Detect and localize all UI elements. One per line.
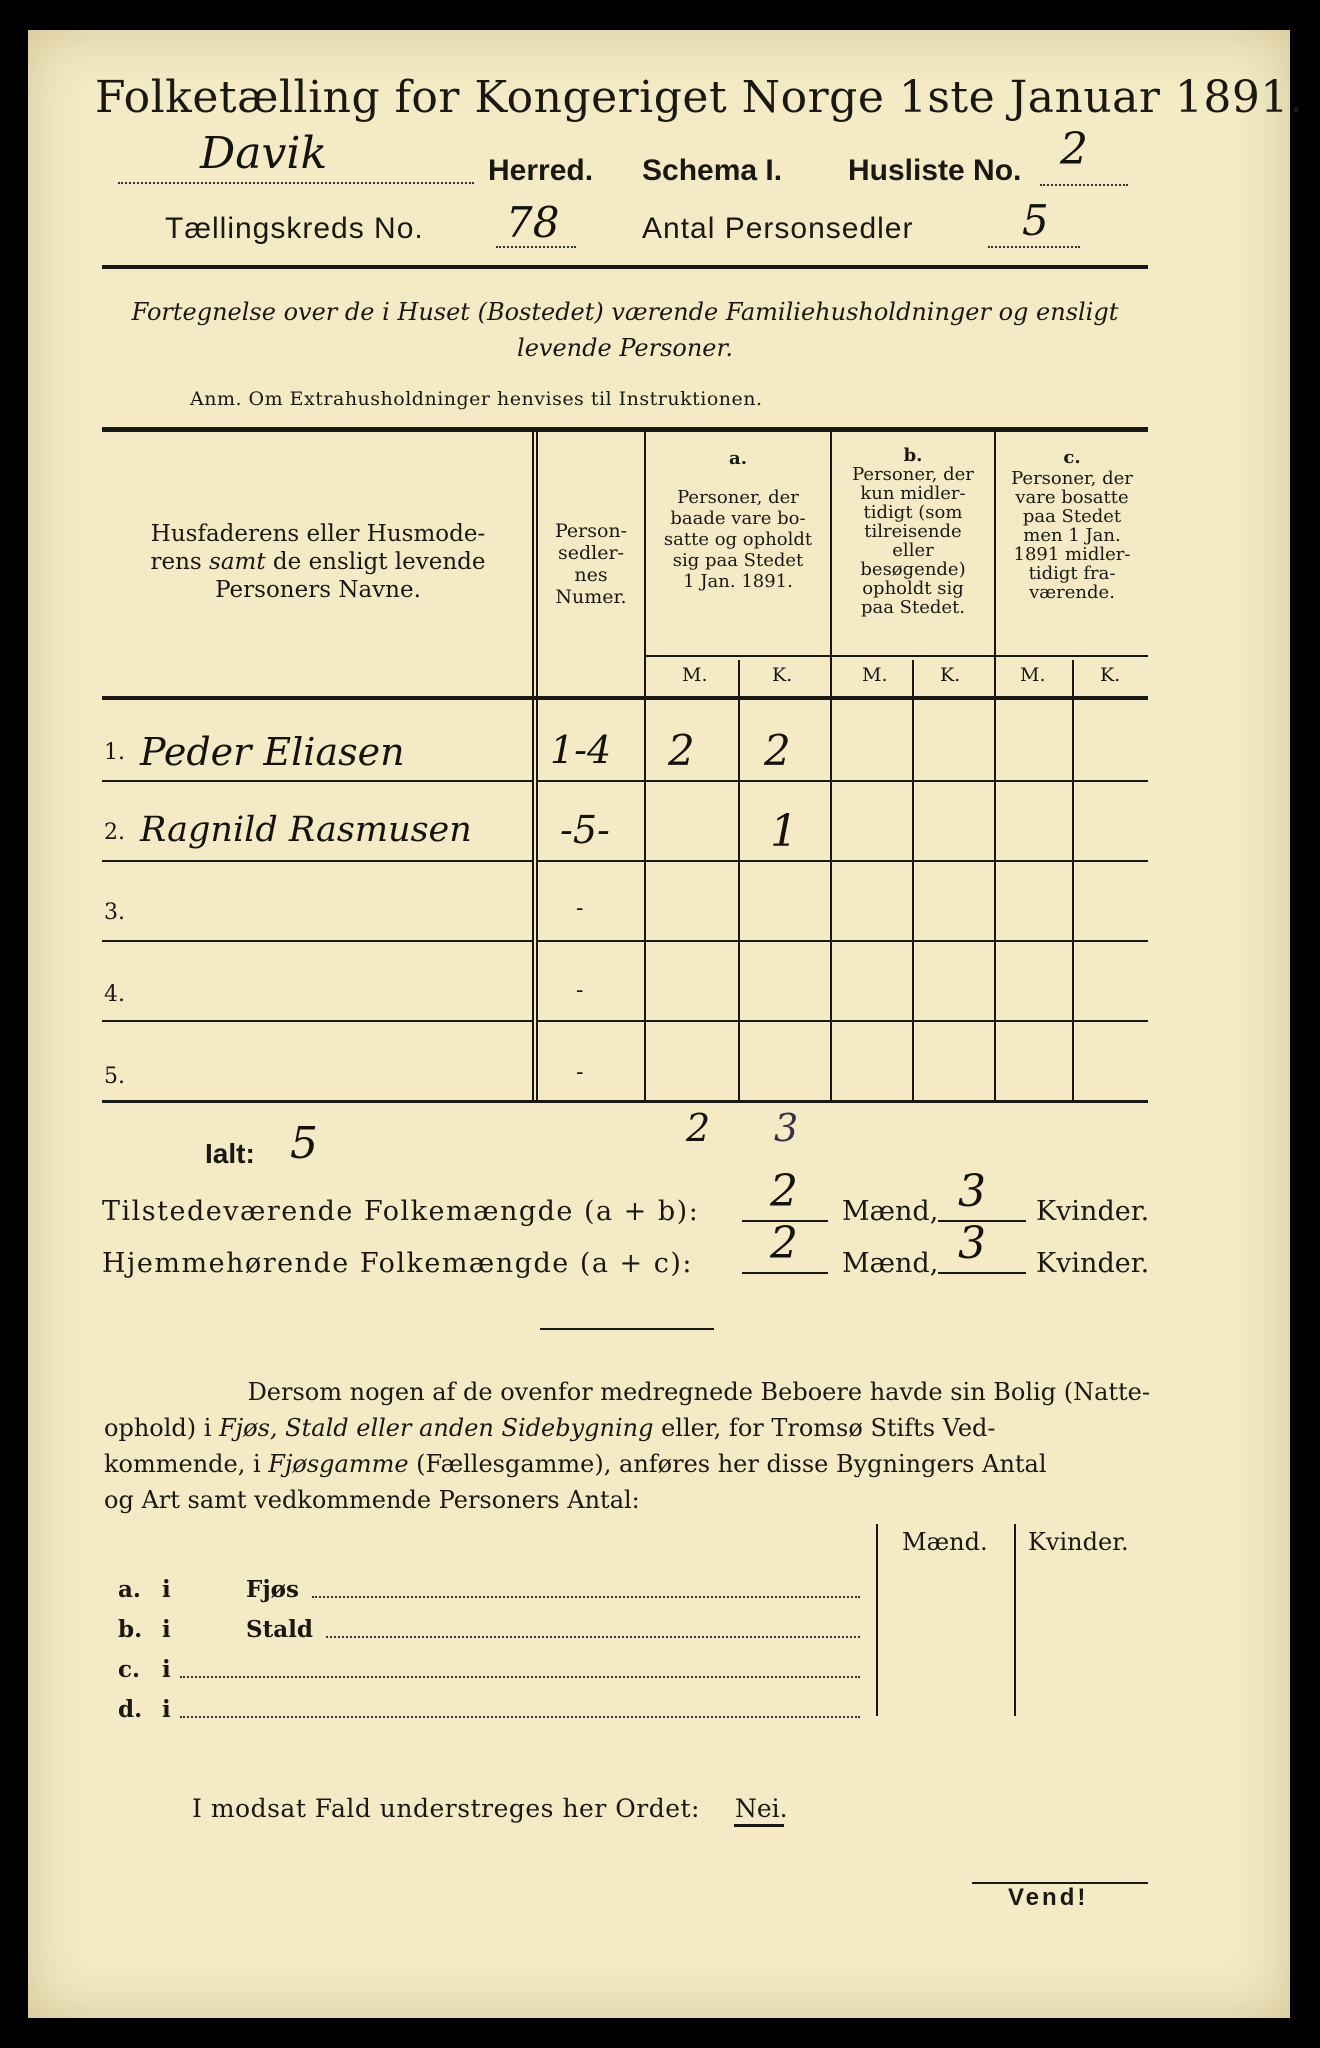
header-names	[108, 520, 528, 604]
title-rule	[102, 265, 1148, 269]
bolig-line-2	[104, 1410, 1150, 1446]
ialt-label: Ialt:	[205, 1138, 255, 1169]
herred-value: Davik	[200, 128, 328, 179]
bolig-item-b-label: Stald	[246, 1616, 313, 1643]
bolig-line-4: og Art samt vedkommende Personers Antal:	[104, 1486, 640, 1514]
header-col-c-line: Personer, der	[1011, 468, 1133, 489]
sum-m-pencil: 2	[686, 1106, 711, 1150]
table-top-rule	[102, 427, 1148, 432]
hjemme-kvinder-label: Kvinder.	[1036, 1248, 1150, 1279]
header-col-b	[832, 446, 994, 617]
header-col-a	[646, 448, 830, 592]
row-rule-1r	[536, 780, 1148, 782]
census-form-page	[28, 30, 1290, 2018]
row-1-number: 1.	[104, 740, 125, 765]
header-col-a-line: Personer, der	[677, 487, 799, 508]
bolig-item-d-letter: d.	[118, 1696, 143, 1723]
row-1-sedler-number: 1-4	[550, 728, 612, 772]
row-2-number: 2.	[104, 820, 125, 845]
header-names-line-3: Personers Navne.	[215, 577, 421, 603]
bolig-col-divider-1	[876, 1524, 878, 1716]
header-col-b-line: tilreisende	[864, 521, 962, 542]
bolig-item-a-letter: a.	[118, 1576, 141, 1603]
antal-label: Antal Personsedler	[642, 212, 914, 245]
husliste-value: 2	[1060, 124, 1088, 175]
bolig-paragraph	[104, 1374, 1150, 1518]
vend-label: Vend!	[1008, 1884, 1089, 1911]
bolig-item-a-dots	[312, 1594, 860, 1598]
section-divider	[540, 1328, 714, 1330]
row-5-sedler-number: -	[576, 1060, 584, 1085]
row-rule-3	[102, 940, 532, 942]
row-rule-2r	[536, 860, 1148, 862]
header-col-a-letter: a.	[729, 448, 747, 469]
bolig-item-c-letter: c.	[118, 1656, 141, 1683]
header-number-line: Numer.	[555, 586, 627, 608]
kreds-label: Tællingskreds No.	[165, 212, 424, 245]
header-names-line-2c: de ensligt levende	[265, 549, 486, 575]
bolig-item-c-dots	[180, 1674, 860, 1678]
bolig-maend-header: Mænd.	[902, 1528, 988, 1556]
row-4-sedler-number: -	[576, 978, 584, 1003]
row-1-a-k: 2	[764, 726, 791, 775]
bolig-item-d-i: i	[162, 1696, 171, 1723]
header-col-c-line: 1891 midler-	[1013, 544, 1131, 565]
table-header-rule	[102, 696, 1148, 700]
col-c-k-label: K.	[1100, 664, 1121, 686]
col-a-mk-divider	[738, 660, 740, 1100]
bolig-item-d-dots	[180, 1714, 860, 1718]
hjemme-k-value: 3	[958, 1218, 986, 1269]
header-col-b-line: paa Stedet.	[860, 597, 966, 618]
bolig-col-divider-2	[1014, 1524, 1016, 1716]
col-a-m-label: M.	[682, 664, 708, 686]
row-rule-4	[102, 1020, 532, 1022]
col-b-m-label: M.	[862, 664, 888, 686]
header-col-c-line: vare bosatte	[1015, 487, 1129, 508]
bolig-kvinder-header: Kvinder.	[1028, 1528, 1129, 1556]
header-col-b-line: kun midler-	[860, 483, 966, 504]
bolig-item-a-i: i	[162, 1576, 171, 1603]
header-number-line: sedler-	[558, 542, 624, 564]
row-1-a-m: 2	[668, 726, 695, 775]
header-col-b-line: tidigt (som	[863, 502, 963, 523]
row-rule-2	[102, 860, 532, 862]
kreds-value: 78	[506, 198, 560, 247]
hjemme-m-value: 2	[770, 1218, 798, 1269]
header-col-c-line: tidigt fra-	[1028, 563, 1116, 584]
intro-line-1: Fortegnelse over de i Huset (Bostedet) værende Familiehusholdninger og ensligt	[131, 298, 1119, 326]
row-4-number: 4.	[104, 982, 125, 1007]
col-a-k-label: K.	[772, 664, 793, 686]
bolig-line-2c: eller, for Tromsø Stifts Ved-	[653, 1414, 996, 1442]
bolig-line-1: Dersom nogen af de ovenfor medregnede Beboere havde sin Bolig (Natte-	[247, 1378, 1150, 1406]
hjemme-k-line	[938, 1272, 1026, 1274]
bolig-line-3c: (Fællesgamme), anføres her disse Bygningers Antal	[408, 1450, 1047, 1478]
hjemme-m-line	[742, 1272, 828, 1274]
header-col-c-letter: c.	[1063, 447, 1081, 468]
header-col-c-line: paa Stedet	[1022, 506, 1122, 527]
header-number-line: nes	[574, 564, 608, 586]
husliste-label: Husliste No.	[848, 154, 1022, 187]
form-title: Folketælling for Kongeriget Norge 1ste Januar 1891.	[95, 72, 1304, 123]
row-3-number: 3.	[104, 900, 125, 925]
bolig-line-2a: ophold) i	[104, 1414, 220, 1442]
header-col-b-line: Personer, der	[852, 464, 974, 485]
tilstede-label: Tilstedeværende Folkemængde (a + b):	[102, 1196, 700, 1227]
header-col-a-line: 1 Jan. 1891.	[683, 571, 793, 592]
nei-underline	[734, 1824, 784, 1827]
row-5-number: 5.	[104, 1064, 125, 1089]
col-c-m-label: M.	[1020, 664, 1046, 686]
row-2-name: Ragnild Rasmusen	[140, 810, 472, 850]
bolig-line-2b: Fjøs, Stald eller anden Sidebygning	[219, 1414, 654, 1442]
schema-label: Schema I.	[642, 154, 783, 187]
header-col-b-line: eller	[892, 540, 934, 561]
header-col-b-letter: b.	[903, 445, 923, 466]
tilstede-maend-label: Mænd,	[842, 1196, 939, 1227]
bolig-line-3a: kommende, i	[104, 1450, 269, 1478]
header-col-a-line: sig paa Stedet	[672, 550, 804, 571]
sum-k-pencil: 3	[774, 1106, 799, 1150]
header-col-a-line: baade vare bo-	[670, 508, 806, 529]
row-1-name: Peder Eliasen	[140, 730, 405, 774]
bolig-line-3b: Fjøsgamme	[268, 1450, 409, 1478]
table-bottom-rule	[102, 1100, 1148, 1103]
header-col-b-line: opholdt sig	[862, 578, 964, 599]
header-col-a-line: satte og opholdt	[663, 529, 813, 550]
header-names-line-1: Husfaderens eller Husmode-	[150, 521, 486, 547]
row-rule-3r	[536, 940, 1148, 942]
bolig-item-a-label: Fjøs	[246, 1576, 299, 1603]
header-number	[538, 520, 644, 608]
tilstede-m-value: 2	[770, 1166, 798, 1217]
col-c-mk-divider	[1072, 660, 1074, 1100]
bolig-line-3	[104, 1446, 1150, 1482]
bolig-item-b-letter: b.	[118, 1616, 143, 1643]
header-col-c	[996, 448, 1148, 602]
antal-value: 5	[1022, 196, 1049, 245]
header-names-line-2b: samt	[209, 549, 266, 575]
header-number-line: Person-	[554, 520, 628, 542]
bolig-item-b-i: i	[162, 1616, 171, 1643]
hjemme-maend-label: Mænd,	[842, 1248, 939, 1279]
tilstede-kvinder-label: Kvinder.	[1036, 1196, 1150, 1227]
row-2-sedler-number: -5-	[560, 808, 610, 852]
mk-header-rule	[644, 655, 1148, 657]
row-3-sedler-number: -	[576, 896, 584, 921]
bolig-item-c-i: i	[162, 1656, 171, 1683]
row-rule-1	[102, 780, 532, 782]
tilstede-k-value: 3	[958, 1166, 986, 1217]
col-b-mk-divider	[912, 660, 914, 1100]
header-col-c-line: men 1 Jan.	[1023, 525, 1121, 546]
col-divider-1	[532, 432, 534, 1100]
col-b-k-label: K.	[940, 664, 961, 686]
ialt-value: 5	[290, 1118, 318, 1169]
row-2-a-k: 1	[770, 806, 798, 857]
hjemme-label: Hjemmehørende Folkemængde (a + c):	[102, 1248, 693, 1279]
header-names-line-2a: rens	[150, 549, 210, 575]
herred-label: Herred.	[488, 154, 594, 187]
header-col-b-line: besøgende)	[860, 559, 966, 580]
bolig-item-b-dots	[326, 1634, 860, 1638]
anm-note: Anm. Om Extrahusholdninger henvises til Instruktionen.	[190, 388, 763, 410]
header-names-line-2	[108, 548, 528, 576]
row-rule-4r	[536, 1020, 1148, 1022]
header-col-c-line: værende.	[1029, 582, 1115, 603]
intro-line-2: levende Personer.	[517, 334, 733, 362]
modsat-text: I modsat Fald understreges her Ordet:	[192, 1794, 700, 1823]
nei-word: Nei.	[735, 1794, 788, 1823]
